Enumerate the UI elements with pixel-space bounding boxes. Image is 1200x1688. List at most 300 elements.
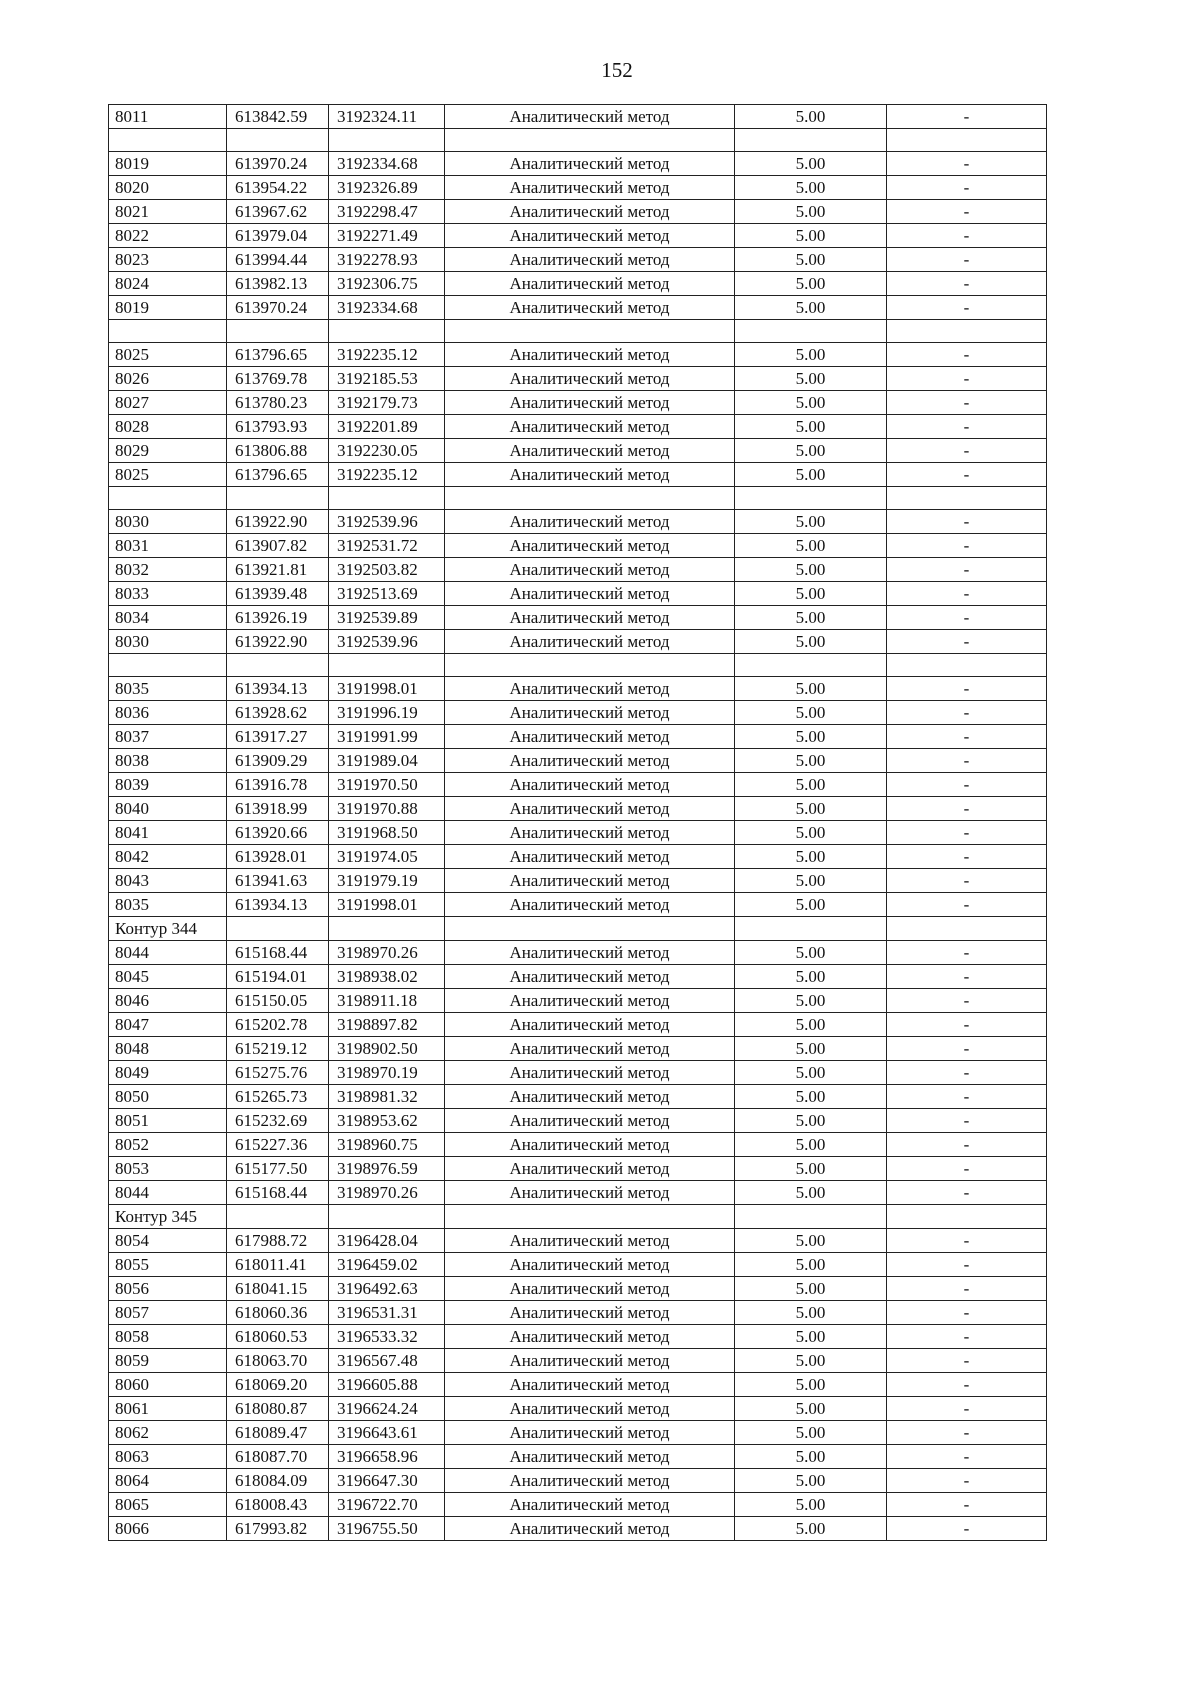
point-id-cell: 8019: [109, 296, 227, 320]
point-id-cell: 8066: [109, 1517, 227, 1541]
point-id-cell: 8056: [109, 1277, 227, 1301]
note-cell: -: [887, 558, 1047, 582]
y-coordinate-cell: 3192185.53: [329, 367, 445, 391]
x-coordinate-cell: 613796.65: [227, 463, 329, 487]
method-cell: Аналитический метод: [445, 1133, 735, 1157]
y-coordinate-cell: 3198902.50: [329, 1037, 445, 1061]
empty-cell: [735, 654, 887, 677]
table-row: [109, 1301, 1047, 1325]
method-cell: Аналитический метод: [445, 989, 735, 1013]
table-row: [109, 176, 1047, 200]
method-cell: Аналитический метод: [445, 606, 735, 630]
empty-cell: [887, 129, 1047, 152]
coordinates-table: [108, 104, 1047, 1541]
method-cell: Аналитический метод: [445, 1397, 735, 1421]
point-id-cell: 8047: [109, 1013, 227, 1037]
x-coordinate-cell: 613934.13: [227, 677, 329, 701]
note-cell: -: [887, 677, 1047, 701]
y-coordinate-cell: 3198970.26: [329, 941, 445, 965]
table-row: [109, 200, 1047, 224]
accuracy-cell: 5.00: [735, 1445, 887, 1469]
table-row: [109, 701, 1047, 725]
accuracy-cell: 5.00: [735, 415, 887, 439]
x-coordinate-cell: 617993.82: [227, 1517, 329, 1541]
point-id-cell: 8029: [109, 439, 227, 463]
x-coordinate-cell: 613922.90: [227, 630, 329, 654]
method-cell: Аналитический метод: [445, 248, 735, 272]
contour-header-row: [109, 917, 1047, 941]
x-coordinate-cell: 613780.23: [227, 391, 329, 415]
x-coordinate-cell: 615168.44: [227, 1181, 329, 1205]
x-coordinate-cell: 613916.78: [227, 773, 329, 797]
coordinates-table-body: [109, 105, 1047, 1541]
note-cell: -: [887, 439, 1047, 463]
empty-cell: [329, 654, 445, 677]
x-coordinate-cell: 618060.36: [227, 1301, 329, 1325]
x-coordinate-cell: 613796.65: [227, 343, 329, 367]
accuracy-cell: 5.00: [735, 989, 887, 1013]
method-cell: Аналитический метод: [445, 1229, 735, 1253]
table-row: [109, 1493, 1047, 1517]
empty-cell: [445, 487, 735, 510]
empty-cell: [445, 1205, 735, 1229]
x-coordinate-cell: 613941.63: [227, 869, 329, 893]
method-cell: Аналитический метод: [445, 105, 735, 129]
table-row: [109, 1181, 1047, 1205]
method-cell: Аналитический метод: [445, 510, 735, 534]
method-cell: Аналитический метод: [445, 367, 735, 391]
empty-cell: [329, 320, 445, 343]
x-coordinate-cell: 618089.47: [227, 1421, 329, 1445]
table-row: [109, 272, 1047, 296]
y-coordinate-cell: 3198897.82: [329, 1013, 445, 1037]
x-coordinate-cell: 618060.53: [227, 1325, 329, 1349]
table-row: [109, 558, 1047, 582]
note-cell: -: [887, 391, 1047, 415]
point-id-cell: 8063: [109, 1445, 227, 1469]
note-cell: -: [887, 1133, 1047, 1157]
note-cell: -: [887, 1493, 1047, 1517]
y-coordinate-cell: 3198970.19: [329, 1061, 445, 1085]
x-coordinate-cell: 613907.82: [227, 534, 329, 558]
table-row: [109, 1109, 1047, 1133]
x-coordinate-cell: 613769.78: [227, 367, 329, 391]
empty-cell: [735, 1205, 887, 1229]
accuracy-cell: 5.00: [735, 1493, 887, 1517]
point-id-cell: 8060: [109, 1373, 227, 1397]
y-coordinate-cell: 3198970.26: [329, 1181, 445, 1205]
accuracy-cell: 5.00: [735, 1157, 887, 1181]
point-id-cell: 8053: [109, 1157, 227, 1181]
note-cell: -: [887, 797, 1047, 821]
note-cell: -: [887, 606, 1047, 630]
note-cell: -: [887, 701, 1047, 725]
y-coordinate-cell: 3196722.70: [329, 1493, 445, 1517]
table-row: [109, 367, 1047, 391]
note-cell: -: [887, 1397, 1047, 1421]
y-coordinate-cell: 3196459.02: [329, 1253, 445, 1277]
point-id-cell: 8038: [109, 749, 227, 773]
accuracy-cell: 5.00: [735, 1013, 887, 1037]
point-id-cell: 8057: [109, 1301, 227, 1325]
note-cell: -: [887, 893, 1047, 917]
table-row: [109, 1253, 1047, 1277]
accuracy-cell: 5.00: [735, 152, 887, 176]
method-cell: Аналитический метод: [445, 152, 735, 176]
accuracy-cell: 5.00: [735, 701, 887, 725]
x-coordinate-cell: 618041.15: [227, 1277, 329, 1301]
empty-cell: [109, 487, 227, 510]
point-id-cell: 8021: [109, 200, 227, 224]
y-coordinate-cell: 3192230.05: [329, 439, 445, 463]
note-cell: -: [887, 367, 1047, 391]
method-cell: Аналитический метод: [445, 1013, 735, 1037]
accuracy-cell: 5.00: [735, 1517, 887, 1541]
x-coordinate-cell: 613928.62: [227, 701, 329, 725]
x-coordinate-cell: 618084.09: [227, 1469, 329, 1493]
method-cell: Аналитический метод: [445, 1349, 735, 1373]
table-row: [109, 1325, 1047, 1349]
x-coordinate-cell: 613920.66: [227, 821, 329, 845]
note-cell: -: [887, 1109, 1047, 1133]
method-cell: Аналитический метод: [445, 821, 735, 845]
x-coordinate-cell: 613967.62: [227, 200, 329, 224]
point-id-cell: 8065: [109, 1493, 227, 1517]
empty-cell: [735, 129, 887, 152]
accuracy-cell: 5.00: [735, 1037, 887, 1061]
point-id-cell: 8019: [109, 152, 227, 176]
y-coordinate-cell: 3191989.04: [329, 749, 445, 773]
accuracy-cell: 5.00: [735, 534, 887, 558]
method-cell: Аналитический метод: [445, 677, 735, 701]
accuracy-cell: 5.00: [735, 1277, 887, 1301]
accuracy-cell: 5.00: [735, 941, 887, 965]
point-id-cell: 8030: [109, 630, 227, 654]
table-row: [109, 343, 1047, 367]
y-coordinate-cell: 3192179.73: [329, 391, 445, 415]
method-cell: Аналитический метод: [445, 463, 735, 487]
x-coordinate-cell: 617988.72: [227, 1229, 329, 1253]
x-coordinate-cell: 613939.48: [227, 582, 329, 606]
point-id-cell: 8044: [109, 941, 227, 965]
accuracy-cell: 5.00: [735, 463, 887, 487]
point-id-cell: 8055: [109, 1253, 227, 1277]
point-id-cell: 8061: [109, 1397, 227, 1421]
note-cell: -: [887, 224, 1047, 248]
note-cell: -: [887, 845, 1047, 869]
y-coordinate-cell: 3196567.48: [329, 1349, 445, 1373]
empty-cell: [735, 487, 887, 510]
point-id-cell: 8011: [109, 105, 227, 129]
y-coordinate-cell: 3192306.75: [329, 272, 445, 296]
empty-cell: [329, 487, 445, 510]
note-cell: -: [887, 725, 1047, 749]
x-coordinate-cell: 613979.04: [227, 224, 329, 248]
accuracy-cell: 5.00: [735, 510, 887, 534]
note-cell: -: [887, 1181, 1047, 1205]
contour-label: Контур 344: [109, 917, 227, 941]
method-cell: Аналитический метод: [445, 1421, 735, 1445]
empty-cell: [109, 654, 227, 677]
method-cell: Аналитический метод: [445, 296, 735, 320]
note-cell: -: [887, 176, 1047, 200]
table-row: [109, 1349, 1047, 1373]
accuracy-cell: 5.00: [735, 1253, 887, 1277]
y-coordinate-cell: 3191974.05: [329, 845, 445, 869]
y-coordinate-cell: 3198953.62: [329, 1109, 445, 1133]
note-cell: -: [887, 1061, 1047, 1085]
method-cell: Аналитический метод: [445, 1373, 735, 1397]
point-id-cell: 8037: [109, 725, 227, 749]
table-row: [109, 1445, 1047, 1469]
empty-cell: [445, 654, 735, 677]
point-id-cell: 8043: [109, 869, 227, 893]
method-cell: Аналитический метод: [445, 749, 735, 773]
y-coordinate-cell: 3192513.69: [329, 582, 445, 606]
point-id-cell: 8050: [109, 1085, 227, 1109]
y-coordinate-cell: 3191979.19: [329, 869, 445, 893]
y-coordinate-cell: 3196533.32: [329, 1325, 445, 1349]
y-coordinate-cell: 3196624.24: [329, 1397, 445, 1421]
y-coordinate-cell: 3192539.96: [329, 510, 445, 534]
method-cell: Аналитический метод: [445, 1325, 735, 1349]
table-row: [109, 391, 1047, 415]
empty-cell: [887, 320, 1047, 343]
point-id-cell: 8051: [109, 1109, 227, 1133]
method-cell: Аналитический метод: [445, 558, 735, 582]
y-coordinate-cell: 3191968.50: [329, 821, 445, 845]
note-cell: -: [887, 1349, 1047, 1373]
accuracy-cell: 5.00: [735, 272, 887, 296]
method-cell: Аналитический метод: [445, 701, 735, 725]
y-coordinate-cell: 3192278.93: [329, 248, 445, 272]
accuracy-cell: 5.00: [735, 367, 887, 391]
x-coordinate-cell: 615150.05: [227, 989, 329, 1013]
x-coordinate-cell: 615177.50: [227, 1157, 329, 1181]
accuracy-cell: 5.00: [735, 391, 887, 415]
point-id-cell: 8042: [109, 845, 227, 869]
point-id-cell: 8027: [109, 391, 227, 415]
y-coordinate-cell: 3196428.04: [329, 1229, 445, 1253]
table-row: [109, 965, 1047, 989]
point-id-cell: 8035: [109, 893, 227, 917]
note-cell: -: [887, 1037, 1047, 1061]
empty-cell: [227, 654, 329, 677]
y-coordinate-cell: 3196755.50: [329, 1517, 445, 1541]
point-id-cell: 8022: [109, 224, 227, 248]
y-coordinate-cell: 3191998.01: [329, 893, 445, 917]
empty-cell: [227, 1205, 329, 1229]
point-id-cell: 8052: [109, 1133, 227, 1157]
empty-cell: [329, 1205, 445, 1229]
table-row: [109, 797, 1047, 821]
point-id-cell: 8059: [109, 1349, 227, 1373]
accuracy-cell: 5.00: [735, 200, 887, 224]
table-row: [109, 105, 1047, 129]
x-coordinate-cell: 618008.43: [227, 1493, 329, 1517]
table-row: [109, 869, 1047, 893]
contour-label: Контур 345: [109, 1205, 227, 1229]
y-coordinate-cell: 3191970.88: [329, 797, 445, 821]
accuracy-cell: 5.00: [735, 606, 887, 630]
note-cell: -: [887, 105, 1047, 129]
table-row: [109, 725, 1047, 749]
y-coordinate-cell: 3192334.68: [329, 296, 445, 320]
table-row: [109, 630, 1047, 654]
note-cell: -: [887, 773, 1047, 797]
accuracy-cell: 5.00: [735, 725, 887, 749]
x-coordinate-cell: 613926.19: [227, 606, 329, 630]
table-row: [109, 510, 1047, 534]
accuracy-cell: 5.00: [735, 296, 887, 320]
point-id-cell: 8040: [109, 797, 227, 821]
empty-cell: [329, 129, 445, 152]
method-cell: Аналитический метод: [445, 1085, 735, 1109]
x-coordinate-cell: 613994.44: [227, 248, 329, 272]
spacer-row: [109, 129, 1047, 152]
x-coordinate-cell: 615168.44: [227, 941, 329, 965]
table-row: [109, 1133, 1047, 1157]
method-cell: Аналитический метод: [445, 1037, 735, 1061]
y-coordinate-cell: 3191970.50: [329, 773, 445, 797]
empty-cell: [227, 320, 329, 343]
note-cell: -: [887, 343, 1047, 367]
note-cell: -: [887, 965, 1047, 989]
point-id-cell: 8054: [109, 1229, 227, 1253]
point-id-cell: 8036: [109, 701, 227, 725]
point-id-cell: 8035: [109, 677, 227, 701]
method-cell: Аналитический метод: [445, 1253, 735, 1277]
note-cell: -: [887, 821, 1047, 845]
accuracy-cell: 5.00: [735, 965, 887, 989]
method-cell: Аналитический метод: [445, 343, 735, 367]
table-row: [109, 1229, 1047, 1253]
note-cell: -: [887, 1229, 1047, 1253]
table-row: [109, 1469, 1047, 1493]
y-coordinate-cell: 3192235.12: [329, 343, 445, 367]
table-row: [109, 1421, 1047, 1445]
method-cell: Аналитический метод: [445, 1493, 735, 1517]
note-cell: -: [887, 1421, 1047, 1445]
method-cell: Аналитический метод: [445, 845, 735, 869]
point-id-cell: 8039: [109, 773, 227, 797]
page-number: 152: [601, 58, 633, 82]
point-id-cell: 8020: [109, 176, 227, 200]
accuracy-cell: 5.00: [735, 1133, 887, 1157]
table-row: [109, 296, 1047, 320]
x-coordinate-cell: 613842.59: [227, 105, 329, 129]
empty-cell: [445, 917, 735, 941]
empty-cell: [887, 654, 1047, 677]
empty-cell: [227, 487, 329, 510]
x-coordinate-cell: 613982.13: [227, 272, 329, 296]
note-cell: -: [887, 989, 1047, 1013]
point-id-cell: 8028: [109, 415, 227, 439]
y-coordinate-cell: 3192503.82: [329, 558, 445, 582]
note-cell: -: [887, 248, 1047, 272]
y-coordinate-cell: 3192324.11: [329, 105, 445, 129]
table-row: [109, 439, 1047, 463]
method-cell: Аналитический метод: [445, 272, 735, 296]
x-coordinate-cell: 613917.27: [227, 725, 329, 749]
accuracy-cell: 5.00: [735, 1061, 887, 1085]
method-cell: Аналитический метод: [445, 893, 735, 917]
point-id-cell: 8024: [109, 272, 227, 296]
accuracy-cell: 5.00: [735, 1373, 887, 1397]
spacer-row: [109, 487, 1047, 510]
y-coordinate-cell: 3198911.18: [329, 989, 445, 1013]
y-coordinate-cell: 3192326.89: [329, 176, 445, 200]
method-cell: Аналитический метод: [445, 869, 735, 893]
accuracy-cell: 5.00: [735, 558, 887, 582]
note-cell: -: [887, 200, 1047, 224]
point-id-cell: 8058: [109, 1325, 227, 1349]
table-row: [109, 415, 1047, 439]
accuracy-cell: 5.00: [735, 582, 887, 606]
accuracy-cell: 5.00: [735, 105, 887, 129]
empty-cell: [445, 129, 735, 152]
y-coordinate-cell: 3198976.59: [329, 1157, 445, 1181]
y-coordinate-cell: 3192235.12: [329, 463, 445, 487]
method-cell: Аналитический метод: [445, 1469, 735, 1493]
y-coordinate-cell: 3192539.96: [329, 630, 445, 654]
table-row: [109, 1013, 1047, 1037]
empty-cell: [735, 320, 887, 343]
y-coordinate-cell: 3198960.75: [329, 1133, 445, 1157]
table-row: [109, 749, 1047, 773]
note-cell: -: [887, 272, 1047, 296]
table-row: [109, 845, 1047, 869]
accuracy-cell: 5.00: [735, 176, 887, 200]
note-cell: -: [887, 152, 1047, 176]
y-coordinate-cell: 3192539.89: [329, 606, 445, 630]
point-id-cell: 8064: [109, 1469, 227, 1493]
table-row: [109, 989, 1047, 1013]
accuracy-cell: 5.00: [735, 343, 887, 367]
note-cell: -: [887, 869, 1047, 893]
y-coordinate-cell: 3196531.31: [329, 1301, 445, 1325]
y-coordinate-cell: 3196492.63: [329, 1277, 445, 1301]
point-id-cell: 8048: [109, 1037, 227, 1061]
x-coordinate-cell: 613922.90: [227, 510, 329, 534]
accuracy-cell: 5.00: [735, 821, 887, 845]
y-coordinate-cell: 3196658.96: [329, 1445, 445, 1469]
accuracy-cell: 5.00: [735, 1085, 887, 1109]
table-row: [109, 248, 1047, 272]
point-id-cell: 8046: [109, 989, 227, 1013]
point-id-cell: 8045: [109, 965, 227, 989]
empty-cell: [887, 1205, 1047, 1229]
point-id-cell: 8034: [109, 606, 227, 630]
y-coordinate-cell: 3191996.19: [329, 701, 445, 725]
x-coordinate-cell: 613934.13: [227, 893, 329, 917]
empty-cell: [227, 917, 329, 941]
accuracy-cell: 5.00: [735, 224, 887, 248]
x-coordinate-cell: 613806.88: [227, 439, 329, 463]
point-id-cell: 8044: [109, 1181, 227, 1205]
accuracy-cell: 5.00: [735, 439, 887, 463]
table-row: [109, 1517, 1047, 1541]
method-cell: Аналитический метод: [445, 965, 735, 989]
note-cell: -: [887, 1253, 1047, 1277]
method-cell: Аналитический метод: [445, 630, 735, 654]
note-cell: -: [887, 296, 1047, 320]
method-cell: Аналитический метод: [445, 1157, 735, 1181]
point-id-cell: 8031: [109, 534, 227, 558]
method-cell: Аналитический метод: [445, 1109, 735, 1133]
table-row: [109, 893, 1047, 917]
method-cell: Аналитический метод: [445, 439, 735, 463]
